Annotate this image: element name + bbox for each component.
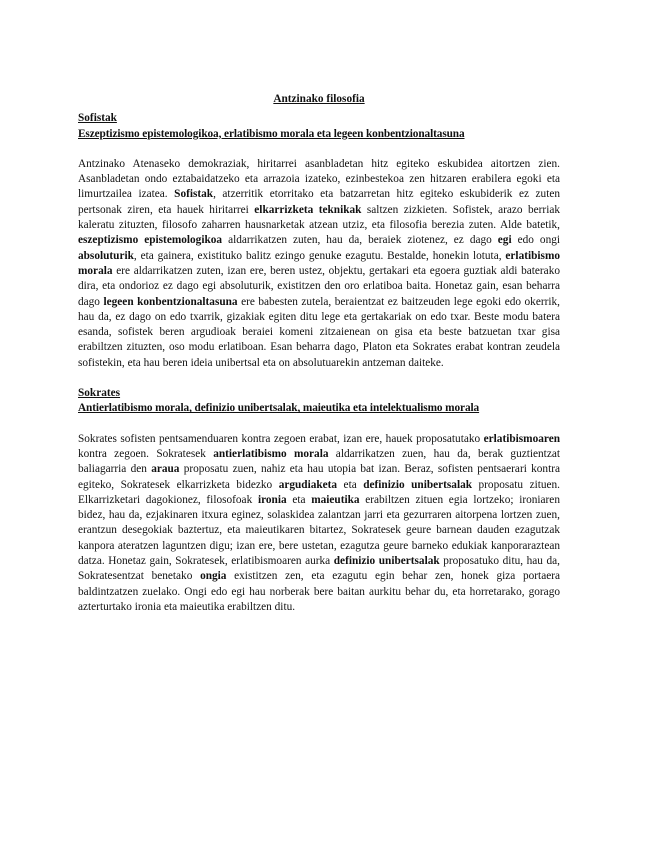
text-run: aldarrikatzen zuten, hau da, beraiek ziotenez, ez dago (222, 234, 498, 247)
text-run: kontra zegoen. Sokratesek (78, 447, 214, 460)
document-page (78, 92, 560, 630)
bold-term: argudiaketa (278, 478, 338, 491)
bold-term: absoluturik (78, 249, 134, 262)
bold-term: maieutika (311, 493, 360, 506)
text-run: Sokrates sofisten pentsamenduaren kontra zegoen erabat, izan ere, hauek proposatutako (78, 432, 484, 445)
section-subheading-sokrates: Antierlatibismo morala, definizio unibertsalak, maieutika eta intelektualismo morala (78, 402, 480, 415)
text-run: saltzen zizkieten. Sofistek, arazo berriak kaleratu zituzten, filosofo zaharren hausnarketak atzean utziz, eta filosofia berezia zuten. Alde batetik, (78, 203, 560, 232)
paragraph-sofistak (78, 157, 560, 371)
text-run: ere aldarrikatzen zuten, izan ere, beren ustez, objektu, gertakari eta egoera guztiak aldi baterako dira, eta ondorioz ez dago egi absoluturik, existitzen den oro erlatiboa baita. Honetaz gain, esan beharra dago (78, 264, 560, 308)
paragraph-sokrates (78, 432, 560, 616)
bold-term: eszeptizismo epistemologikoa (78, 234, 223, 247)
bold-term: legeen konbentzionaltasuna (103, 295, 238, 308)
text-run: proposatu zituen. Elkarrizketari dagokionez, filosofoak (78, 478, 560, 506)
text-run: ere babesten zutela, beraientzat ez baitzeuden lege egoki edo okerrik, hau da, ez dago on edo txarrik, gizakiak egiten ditu lege eta gertakariak on edo txar. Beste modu batera esanda, sofistek beren argudioak beraiei komeni zitzaienean on gisa eta beste batzuetan txar gisa erabiltzen zituzten, oso modu erlatiboan. Esan beharra dago, Platon eta Sokrates erabat kontran zeudela sofistekin, eta hau beren ideia unibertsal eta on absolutuarekin antzeman daiteke. (78, 295, 560, 369)
text-run: edo ongi (511, 234, 561, 247)
bold-term: araua (151, 463, 180, 476)
bold-term: erlatibismoaren (483, 432, 560, 445)
bold-term: egi (497, 234, 512, 247)
text-run: eta (337, 478, 364, 491)
text-run: erabiltzen zituen egia lortzeko; ironiaren bidez, hau da, ezjakinaren itxura eginez, solaskidea zalantzan jarri eta gezurraren aitorpena lortzen zuen, erantzun desegokiak baztertuz, eta maieutikaren bitartez, Sokratesek geure barnean dauden ezagutzak kanpora ateratzen laguntzen digu; izan ere, bere ustetan, ezagutza geure barneko edukiak kanporaraztean datza. Honetaz gain, Sokratesek, erlatibismoaren aurka (78, 493, 560, 568)
bold-term: ongia (200, 570, 227, 583)
text-run: , eta gainera, existituko balitz ezingo genuke ezagutu. Bestalde, honekin lotuta, (133, 249, 506, 262)
text-run: proposatuko ditu, hau da, Sokratesentzat benetako (78, 555, 560, 583)
document-title: Antzinako filosofia (273, 93, 365, 105)
text-run: Antzinako Atenaseko demokraziak, hiritarrei asanbladetan hitz egiteko eskubidea aitortzen zien. Asanbladetan ondo eztabaidatzeko eta arrazoia izateko, ezinbestekoa zen hitzaren erabilera egoki eta limurtzailea izatea. (78, 157, 560, 201)
section-subheading-sofistak: Eszeptizismo epistemologikoa, erlatibismo morala eta legeen konbentzionaltasuna (78, 127, 465, 140)
bold-term: definizio unibertsalak (363, 478, 473, 491)
text-run: aldarrikatzen zuen, hau da, berak guztientzat baliagarria den (78, 447, 560, 476)
bold-term: elkarrizketa teknikak (254, 203, 362, 216)
section-heading-sokrates: Sokrates (78, 387, 121, 400)
text-run: existitzen zen, eta ezagutu egin behar zen, honek giza portaera baldintzatzen zuelako. Ongi edo egi hau norberak bere baitan aurkitu behar du, eta horretarako, gorago azterturtako ironia eta maieutika erabiltzen ditu. (78, 570, 561, 613)
bold-term: ironia (257, 493, 287, 506)
bold-term: definizio unibertsalak (333, 555, 440, 568)
text-run: proposatu zuen, nahiz eta hau utopia bat izan. Beraz, sofisten pentsaerari kontra egiteko, Sokratesek elkarrizketa bidezko (78, 463, 560, 491)
text-run: , atzerritik etorritako eta batzarretan hitz egiteko eskubiderik ez zuten pertsonak ziren, eta hauek hiritarrei (78, 188, 560, 216)
text-run: eta (286, 493, 312, 506)
bold-term: erlatibismo morala (78, 249, 560, 277)
section-heading-sofistak: Sofistak (78, 112, 117, 125)
bold-term: Sofistak (174, 188, 214, 201)
bold-term: antierlatibismo morala (213, 447, 329, 460)
